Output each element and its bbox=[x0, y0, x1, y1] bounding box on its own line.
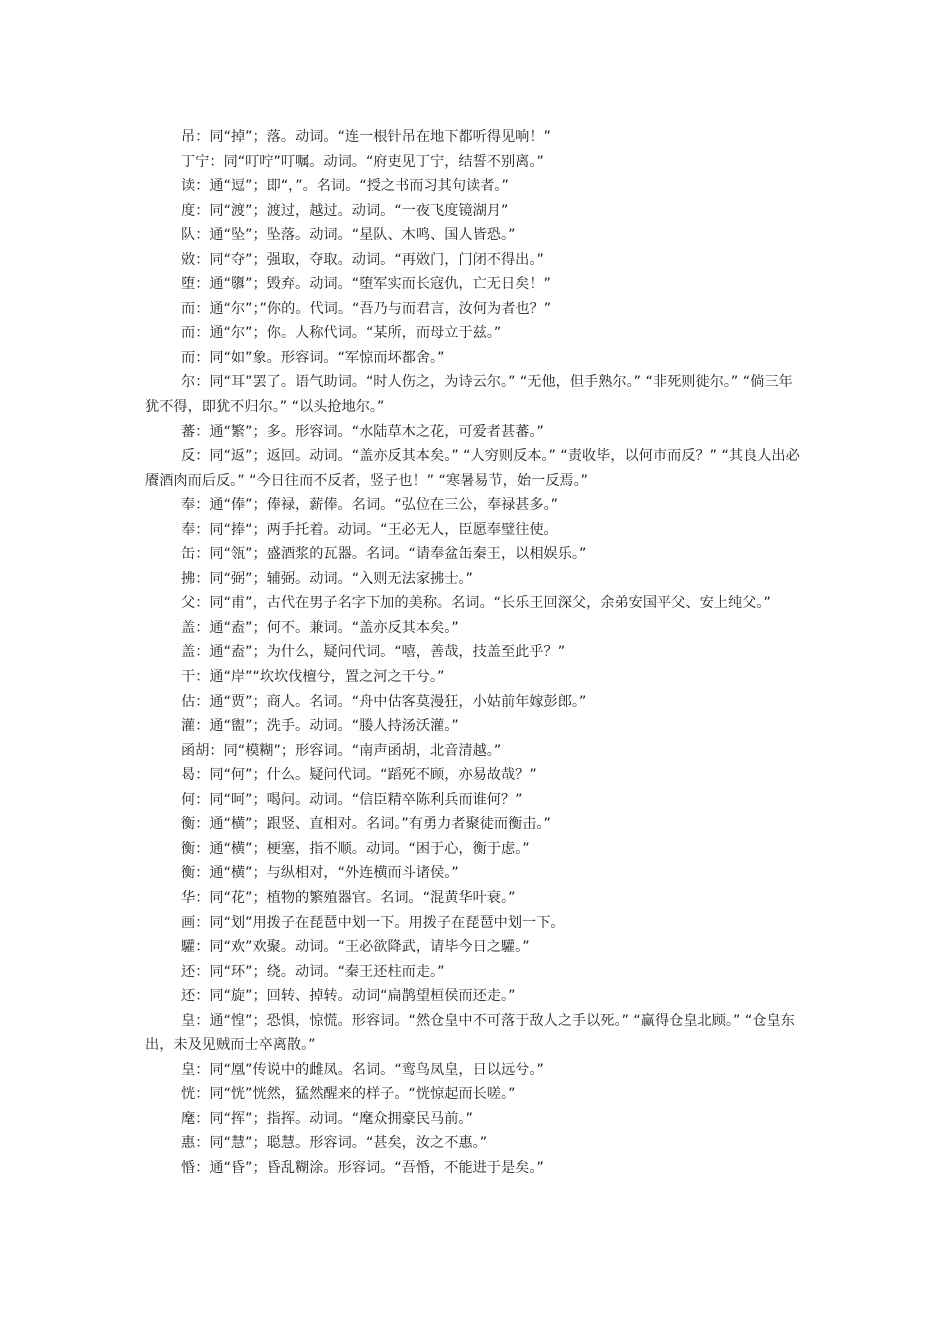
entry-fu-name: 父：同“甫”，古代在男子名字下加的美称。名词。“长乐王回深父，余弟安国平父、安上纯父。” bbox=[181, 595, 771, 612]
entry-heng-3: 衡：通“横”；与纵相对，“外连横而斗诸侯。” bbox=[181, 865, 459, 882]
entry-du-read: 读：通“逗”；即“，”。名词。“授之书而习其句读者。” bbox=[181, 178, 509, 195]
entry-diao: 吊：同“掉”；落。动词。“连一根针吊在地下都听得见响！” bbox=[181, 129, 551, 145]
entry-fou: 缶：同“瓴”；盛酒浆的瓦器。名词。“请奉盆缶秦王，以相娱乐。” bbox=[181, 546, 587, 563]
entry-hanhu: 函胡：同“模糊”；形容词。“南声函胡，北音清越。” bbox=[181, 742, 502, 759]
entry-du-cross: 度：同“渡”；渡过，越过。动词。“一夜飞度镜湖月” bbox=[181, 202, 509, 219]
entry-heng-2: 衡：通“横”；梗塞，指不顺。动词。“困于心，衡于虑。” bbox=[181, 840, 530, 857]
entry-hui-command: 麾：同“挥”；指挥。动词。“麾众拥豪民马前。” bbox=[181, 1110, 473, 1127]
entry-gu: 估：通“贾”；商人。名词。“舟中估客莫漫狂，小姑前年嫁彭郎。” bbox=[181, 693, 587, 710]
entry-hua-flower: 华：同“花”；植物的繁殖器官。名词。“混黄华叶衰。” bbox=[181, 889, 516, 906]
entry-gai-whynot: 盖：通“盍”；何不。兼词。“盖亦反其本矣。” bbox=[181, 619, 459, 636]
entry-hua-stroke: 画：同“划”用拨子在琵琶中划一下。用拨子在琵琶中划一下。 bbox=[181, 914, 565, 931]
entry-fan-many: 蕃：通“繁”；多。形容词。“水陆草木之花，可爱者甚蕃。” bbox=[181, 423, 544, 440]
entry-huan-circle: 还：同“环”；绕。动词。“秦王还柱而走。” bbox=[181, 963, 445, 980]
entry-fan-return: 反：同“返”；返回。动词。“盖亦反其本矣。” “人穷则反本。” “责收毕，以何市而反？” “其良人出必餍酒肉而后反。” “今日往而不反者，竖子也！” “寒暑易节，始一反焉。” bbox=[145, 448, 800, 489]
entry-duo-destroy: 堕：通“隳”；毁弃。动词。“堕军实而长寇仇，亡无日矣！” bbox=[181, 276, 551, 293]
entry-er-particle: 尔：同“耳”罢了。语气助词。“时人伤之，为诗云尔。” “无他，但手熟尔。” “非死则徙尔。” “倘三年犹不得，即犹不归尔。” “以头抢地尔。” bbox=[145, 374, 793, 416]
entry-gai-why: 盖：通“盍”；为什么，疑问代词。“嘻，善哉，技盖至此乎？” bbox=[181, 644, 566, 661]
entry-er-your: 而：通“尔”；”你的。代词。“吾乃与而君言，汝何为者也？” bbox=[181, 300, 552, 317]
entry-hui-wise: 惠：同“慧”；聪慧。形容词。“甚矣，汝之不惠。” bbox=[181, 1135, 488, 1152]
entry-huang-fear: 皇：通“惶”；恐惧，惊慌。形容词。“然仓皇中不可落于敌人之手以死。” “赢得仓皇北顾。” “仓皇东出，未及见贼而士卒离散。” bbox=[145, 1012, 795, 1054]
entry-heng-1: 衡：通“横”；跟竖、直相对。名词。”有勇力者聚徒而衡击。” bbox=[181, 816, 551, 833]
entry-feng-salary: 奉：通“俸”；俸禄，薪俸。名词。“弘位在三公，奉禄甚多。” bbox=[181, 497, 558, 514]
entry-feng-hold: 奉：同“捧“；两手托着。动词。“王必无人，臣愿奉璧往使。 bbox=[181, 521, 558, 538]
entry-duo-seize: 敚：同“夺”；强取，夺取。动词。“再敚门，门闭不得出。” bbox=[181, 251, 544, 268]
entry-dui: 队：通“坠”；坠落。动词。“星队、木鸣、国人皆恐。” bbox=[181, 227, 516, 244]
entry-he-what: 曷：同“何”；什么。疑问代词。“蹈死不顾，亦易故哉？” bbox=[181, 767, 537, 784]
entry-huang-phoenix: 皇：同“凰”传说中的雌凤。名词。“鸾鸟凤皇，日以远兮。” bbox=[181, 1061, 544, 1078]
entry-gan: 干：通“岸”“坎坎伐檀兮，置之河之干兮。” bbox=[181, 669, 445, 686]
entry-huang-sudden: 恍：同“恍”恍然，猛然醒来的样子。“恍惊起而长嗟。” bbox=[181, 1086, 516, 1103]
entry-er-like: 而：同“如”象。形容词。“军惊而坏都舍。” bbox=[181, 349, 445, 366]
entry-huan-joy: 驩：同“欢”欢聚。动词。“王必欲降武，请毕今日之驩。” bbox=[181, 939, 530, 956]
entry-hun: 惛：通“昏”；昏乱糊涂。形容词。“吾惛，不能进于是矣。” bbox=[181, 1159, 544, 1176]
entry-guan: 灌：通“盥”；洗手。动词。“媵人持汤沃灌。” bbox=[181, 718, 459, 735]
document-body bbox=[145, 125, 805, 1181]
entry-fu-assist: 拂：同“弼”；辅弼。动词。“入则无法家拂士。” bbox=[181, 570, 473, 587]
entry-er-you: 而：通“尔”；你。人称代词。“某所，而母立于兹。” bbox=[181, 325, 502, 342]
entry-dingning: 丁宁：同“叮咛”叮嘱。动词。“府吏见丁宁，结誓不别离。” bbox=[181, 153, 544, 170]
entry-he-shout: 何：同“呵”；喝问。动词。“信臣精卒陈利兵而谁何？” bbox=[181, 791, 523, 808]
entry-huan-turn: 还：同“旋”；回转、掉转。动词“扁鹊望桓侯而还走。” bbox=[181, 988, 516, 1005]
